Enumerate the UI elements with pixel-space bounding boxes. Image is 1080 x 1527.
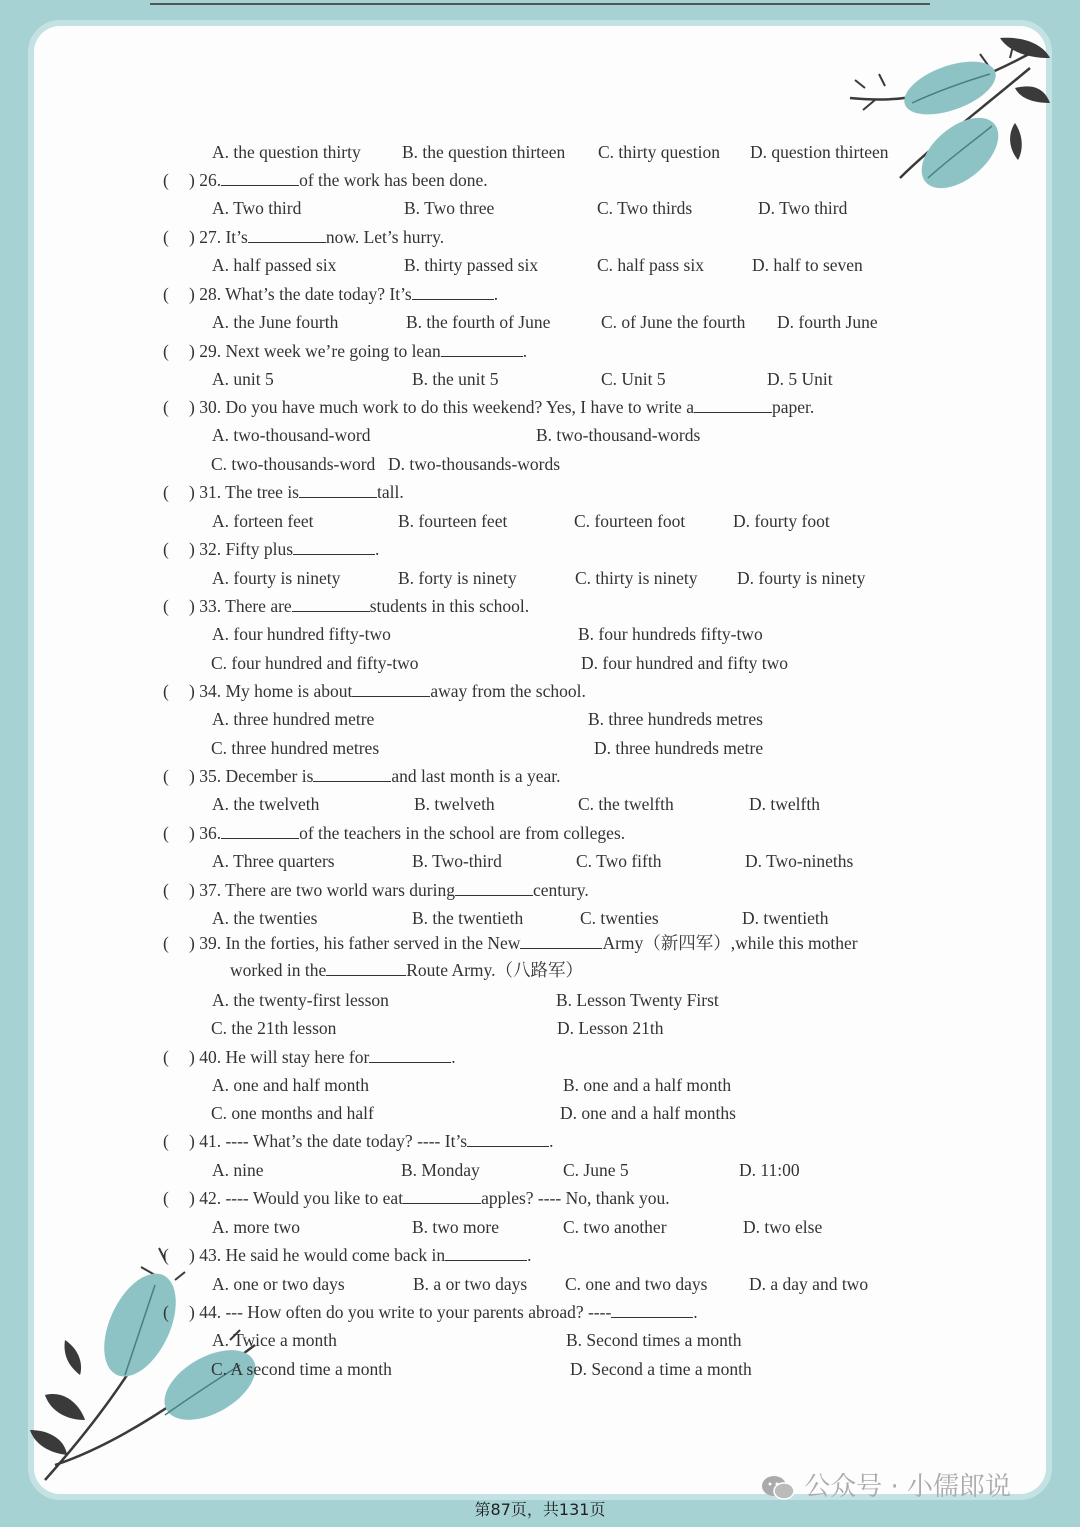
answer-blank xyxy=(221,170,299,186)
answer-option: B. Second times a month xyxy=(566,1330,742,1350)
paren-open: ( xyxy=(163,482,169,502)
answer-option: A. the question thirty xyxy=(212,142,361,162)
question-text-after-blank: . xyxy=(693,1302,698,1322)
answer-option: B. thirty passed six xyxy=(404,255,539,275)
question-stem xyxy=(163,933,858,953)
answer-option: D. fourty foot xyxy=(733,511,830,531)
paren-close: ) xyxy=(189,880,195,900)
answer-option: A. unit 5 xyxy=(212,369,274,389)
answer-option: D. one and a half months xyxy=(560,1103,736,1123)
answer-paren xyxy=(163,170,189,190)
question-text-after-blank: now. Let’s hurry. xyxy=(325,227,445,247)
question-text: 36. xyxy=(199,823,222,843)
question-text: 35. December is xyxy=(199,766,314,786)
answer-paren xyxy=(163,482,189,502)
answer-option: A. forteen feet xyxy=(212,511,314,531)
paren-close: ) xyxy=(189,482,195,502)
question-stem xyxy=(163,1047,456,1067)
top-rule xyxy=(150,3,930,5)
question-text: 39. In the forties, his father served in the New xyxy=(199,933,521,953)
answer-option: D. two-thousands-words xyxy=(388,454,561,474)
answer-option: B. Two-third xyxy=(412,851,502,871)
answer-option: D. a day and two xyxy=(749,1274,869,1294)
question-text-after-blank: apples? ---- No, thank you. xyxy=(481,1188,670,1208)
answer-option: A. four hundred fifty-two xyxy=(212,624,391,644)
paren-close: ) xyxy=(189,341,195,361)
answer-option: C. fourteen foot xyxy=(574,511,686,531)
question-text-after-blank: . xyxy=(375,539,380,559)
paren-close: ) xyxy=(189,227,195,247)
paren-open: ( xyxy=(163,1047,169,1067)
paren-close: ) xyxy=(189,170,195,190)
answer-blank xyxy=(611,1302,693,1318)
answer-paren xyxy=(163,1131,189,1151)
answer-option: B. two-thousand-words xyxy=(536,425,701,445)
answer-blank xyxy=(467,1131,549,1147)
answer-blank xyxy=(369,1047,451,1063)
answer-option: C. two-thousands-word xyxy=(211,454,376,474)
paren-open: ( xyxy=(163,766,169,786)
answer-option: C. twenties xyxy=(580,908,659,928)
answer-option: D. 11:00 xyxy=(739,1160,800,1180)
question-text-after-blank: Army（新四军）,while this mother xyxy=(602,933,858,953)
leaf-decoration-top-icon xyxy=(840,28,1055,198)
paren-open: ( xyxy=(163,681,169,701)
answer-option: A. fourty is ninety xyxy=(212,568,341,588)
answer-paren xyxy=(163,1047,189,1067)
question-text-after-blank: of the teachers in the school are from colleges. xyxy=(299,823,626,843)
answer-option: B. fourteen feet xyxy=(398,511,508,531)
question-text-after-blank: students in this school. xyxy=(369,596,530,616)
answer-paren xyxy=(163,880,189,900)
question-stem xyxy=(163,539,379,559)
question-stem xyxy=(163,681,586,701)
answer-option: C. thirty is ninety xyxy=(575,568,698,588)
paren-open: ( xyxy=(163,1302,169,1322)
answer-option: B. the twentieth xyxy=(412,908,524,928)
paren-open: ( xyxy=(163,1245,169,1265)
question-text: 26. xyxy=(199,170,222,190)
answer-option: C. one and two days xyxy=(565,1274,708,1294)
paren-close: ) xyxy=(189,933,195,953)
answer-option: C. Two fifth xyxy=(576,851,662,871)
answer-option: A. Three quarters xyxy=(212,851,335,871)
answer-blank xyxy=(352,681,430,697)
answer-blank xyxy=(292,596,370,612)
answer-option: B. the unit 5 xyxy=(412,369,499,389)
question-text-after-blank: and last month is a year. xyxy=(391,766,561,786)
question-text-after-blank: away from the school. xyxy=(430,681,586,701)
answer-option: C. Two thirds xyxy=(597,198,693,218)
question-text: 37. There are two world wars during xyxy=(199,880,455,900)
answer-option: C. of June the fourth xyxy=(601,312,746,332)
question-text-after-blank: . xyxy=(493,284,499,304)
question-text: 31. The tree is xyxy=(199,482,299,502)
paren-open: ( xyxy=(163,1188,169,1208)
answer-blank xyxy=(221,823,299,839)
paren-open: ( xyxy=(163,227,169,247)
answer-blank xyxy=(694,397,772,413)
answer-paren xyxy=(163,1188,189,1208)
answer-option: D. half to seven xyxy=(752,255,863,275)
question-stem xyxy=(163,1188,670,1208)
paren-close: ) xyxy=(189,284,195,304)
paren-close: ) xyxy=(189,1245,195,1265)
question-stem-continuation xyxy=(230,960,583,980)
question-text-after-blank: of the work has been done. xyxy=(299,170,488,190)
answer-option: C. three hundred metres xyxy=(211,738,380,758)
question-text: 29. Next week we’re going to lean xyxy=(199,341,441,361)
watermark-text: 公众号 · 小儒郎说 xyxy=(804,1472,1012,1502)
answer-option: B. Monday xyxy=(401,1160,480,1180)
question-stem xyxy=(163,880,589,900)
answer-paren xyxy=(163,1245,189,1265)
page-footer: 第87页，共131页 xyxy=(474,1500,606,1519)
answer-option: B. twelveth xyxy=(414,794,495,814)
question-text-after-blank: Route Army.（八路军） xyxy=(406,960,584,980)
question-text-after-blank: . xyxy=(527,1245,532,1265)
question-stem xyxy=(163,596,529,616)
answer-option: B. the fourth of June xyxy=(406,312,551,332)
answer-blank xyxy=(326,960,406,976)
question-text: 32. Fifty plus xyxy=(199,539,294,559)
answer-blank xyxy=(412,284,494,300)
question-text-after-blank: . xyxy=(522,341,528,361)
answer-option: A. three hundred metre xyxy=(212,709,375,729)
answer-option: A. the twenties xyxy=(212,908,318,928)
answer-option: A. more two xyxy=(212,1217,300,1237)
answer-option: D. Second a time a month xyxy=(570,1359,752,1379)
answer-option: A. Two third xyxy=(212,198,302,218)
answer-option: B. Lesson Twenty First xyxy=(556,990,719,1010)
answer-paren xyxy=(163,823,189,843)
answer-option: C. A second time a month xyxy=(211,1359,392,1379)
answer-paren xyxy=(163,539,189,559)
answer-paren xyxy=(163,596,189,616)
paren-close: ) xyxy=(189,823,195,843)
answer-option: C. June 5 xyxy=(563,1160,629,1180)
paren-close: ) xyxy=(189,1047,195,1067)
answer-blank xyxy=(445,1245,527,1261)
answer-option: C. the twelfth xyxy=(578,794,674,814)
question-stem xyxy=(163,1302,698,1322)
answer-option: D. two else xyxy=(743,1217,823,1237)
paren-open: ( xyxy=(163,539,169,559)
answer-option: C. the 21th lesson xyxy=(211,1018,337,1038)
answer-option: D. fourty is ninety xyxy=(737,568,866,588)
answer-option: A. nine xyxy=(212,1160,264,1180)
answer-option: C. one months and half xyxy=(211,1103,374,1123)
answer-option: A. the twenty-first lesson xyxy=(212,990,389,1010)
watermark xyxy=(760,1466,1011,1503)
answer-paren xyxy=(163,227,189,247)
answer-blank xyxy=(299,482,377,498)
question-stem xyxy=(163,823,625,843)
answer-blank xyxy=(293,539,375,555)
question-stem xyxy=(163,482,404,502)
question-stem xyxy=(163,1245,531,1265)
answer-option: C. thirty question xyxy=(598,142,721,162)
answer-blank xyxy=(313,766,391,782)
answer-option: C. two another xyxy=(563,1217,667,1237)
question-text: 43. He said he would come back in xyxy=(199,1245,446,1265)
answer-paren xyxy=(163,1302,189,1322)
paren-close: ) xyxy=(189,1188,195,1208)
answer-option: A. Twice a month xyxy=(212,1330,337,1350)
question-text: 34. My home is about xyxy=(199,681,353,701)
paren-open: ( xyxy=(163,1131,169,1151)
answer-blank xyxy=(520,933,602,949)
answer-option: B. three hundreds metres xyxy=(588,709,763,729)
paren-open: ( xyxy=(163,596,169,616)
question-text: 40. He will stay here for xyxy=(199,1047,370,1067)
answer-paren xyxy=(163,397,189,417)
question-stem xyxy=(163,397,814,417)
question-text: worked in the xyxy=(230,960,327,980)
paren-open: ( xyxy=(163,170,169,190)
answer-option: B. Two three xyxy=(404,198,495,218)
paren-close: ) xyxy=(189,681,195,701)
question-text: 44. --- How often do you write to your parents abroad? ---- xyxy=(199,1302,612,1322)
paren-open: ( xyxy=(163,933,169,953)
paren-open: ( xyxy=(163,341,169,361)
paren-close: ) xyxy=(189,596,195,616)
question-stem xyxy=(163,227,444,247)
paren-close: ) xyxy=(189,539,195,559)
answer-option: D. question thirteen xyxy=(750,142,889,162)
answer-option: C. four hundred and fifty-two xyxy=(211,653,419,673)
answer-option: D. Two third xyxy=(758,198,848,218)
question-stem xyxy=(163,766,561,786)
paren-close: ) xyxy=(189,397,195,417)
answer-paren xyxy=(163,933,189,953)
answer-option: B. forty is ninety xyxy=(398,568,517,588)
answer-option: A. two-thousand-word xyxy=(212,425,371,445)
question-stem xyxy=(163,341,527,361)
question-text-after-blank: . xyxy=(549,1131,554,1151)
paren-close: ) xyxy=(189,1302,195,1322)
paren-open: ( xyxy=(163,284,169,304)
answer-paren xyxy=(163,766,189,786)
answer-option: B. the question thirteen xyxy=(402,142,566,162)
answer-option: D. Two-nineths xyxy=(745,851,854,871)
question-text: 33. There are xyxy=(199,596,292,616)
paren-close: ) xyxy=(189,1131,195,1151)
answer-option: D. twentieth xyxy=(742,908,829,928)
question-text: 27. It’s xyxy=(199,227,248,247)
answer-blank xyxy=(248,227,326,243)
question-stem xyxy=(163,284,498,304)
answer-option: D. Lesson 21th xyxy=(557,1018,664,1038)
paren-close: ) xyxy=(189,766,195,786)
question-stem xyxy=(163,1131,554,1151)
answer-blank xyxy=(455,880,533,896)
answer-paren xyxy=(163,284,189,304)
wechat-icon xyxy=(760,1474,796,1502)
answer-option: B. four hundreds fifty-two xyxy=(578,624,763,644)
answer-option: C. half pass six xyxy=(597,255,704,275)
question-text-after-blank: paper. xyxy=(771,397,815,417)
answer-option: B. a or two days xyxy=(413,1274,528,1294)
question-text-after-blank: tall. xyxy=(377,482,404,502)
question-text: 30. Do you have much work to do this weekend? Yes, I have to write a xyxy=(199,397,694,417)
answer-option: D. four hundred and fifty two xyxy=(581,653,789,673)
answer-blank xyxy=(441,341,523,357)
answer-option: B. one and a half month xyxy=(563,1075,732,1095)
answer-option: D. 5 Unit xyxy=(767,369,833,389)
answer-option: A. one or two days xyxy=(212,1274,345,1294)
answer-option: A. half passed six xyxy=(212,255,337,275)
paren-open: ( xyxy=(163,397,169,417)
paren-open: ( xyxy=(163,823,169,843)
answer-blank xyxy=(403,1188,481,1204)
question-stem xyxy=(163,170,488,190)
answer-option: D. three hundreds metre xyxy=(594,738,764,758)
question-text: 42. ---- Would you like to eat xyxy=(199,1188,404,1208)
question-text-after-blank: . xyxy=(451,1047,456,1067)
answer-paren xyxy=(163,341,189,361)
answer-option: B. two more xyxy=(412,1217,500,1237)
answer-option: D. twelfth xyxy=(749,794,820,814)
question-text: 41. ---- What’s the date today? ---- It’s xyxy=(199,1131,468,1151)
answer-option: A. the June fourth xyxy=(212,312,339,332)
paren-open: ( xyxy=(163,880,169,900)
answer-option: A. one and half month xyxy=(212,1075,369,1095)
question-text: 28. What’s the date today? It’s xyxy=(199,284,412,304)
answer-option: A. the twelveth xyxy=(212,794,320,814)
question-text-after-blank: century. xyxy=(533,880,589,900)
answer-paren xyxy=(163,681,189,701)
answer-option: C. Unit 5 xyxy=(601,369,666,389)
answer-option: D. fourth June xyxy=(777,312,878,332)
